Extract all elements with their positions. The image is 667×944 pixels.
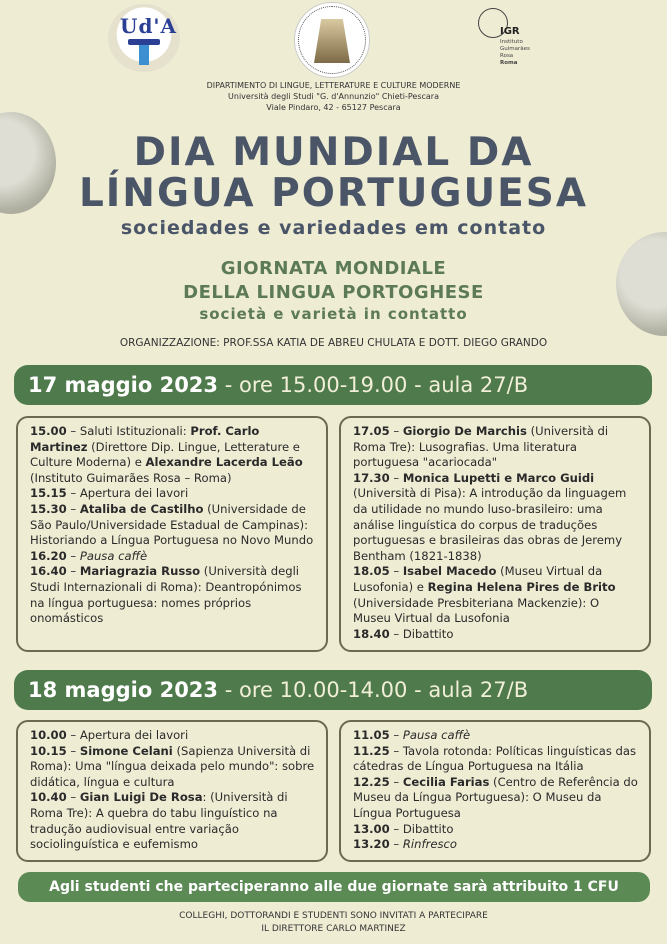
footer-invite: COLLEGHI, DOTTORANDI E STUDENTI SONO INVITATI A PARTECIPARE	[179, 911, 488, 921]
day1-banner: 17 maggio 2023 - ore 15.00-19.00 - aula 27/B	[14, 365, 652, 405]
footer-director: IL DIRETTORE CARLO MARTINEZ	[261, 924, 406, 934]
department-seal-logo	[294, 2, 370, 78]
igr-logo: IGR Instituto Guimarães Rosa Roma	[478, 8, 538, 68]
main-subtitle: sociedades e variedades em contato	[120, 217, 547, 239]
cfu-notice: Agli studenti che parteciperanno alle due giornate sarà attribuito 1 CFU	[18, 872, 650, 902]
uda-logo: Ud'A	[108, 4, 180, 72]
organizers: ORGANIZZAZIONE: PROF.SSA KATIA DE ABREU CHULATA E DOTT. DIEGO GRANDO	[119, 337, 548, 349]
italian-title-line2: DELLA LINGUA PORTOGHESE	[183, 282, 484, 303]
day2-banner: 18 maggio 2023 - ore 10.00-14.00 - aula 27/B	[14, 670, 652, 710]
italian-subtitle: società e varietà in contatto	[199, 305, 468, 323]
day2-program-left: 10.00 – Apertura dei lavori 10.15 – Simone Celani (Sapienza Università di Roma): Uma "língua deixada pelo mundo": sobre didática, língua e cultura 10.40 – Gian Luigi De Rosa: (Università di Roma Tre): A quebra do tabu linguístico na tradução audiovisual entre variação sociolinguística e eufemismo	[16, 720, 328, 862]
day2-program-right: 11.05 – Pausa caffè 11.25 – Tavola rotonda: Políticas linguísticas das cátedras de Língua Portuguesa na Itália 12.25 – Cecilia Farias (Centro de Referência do Museu da Língua Portuguesa): O Museu da Língua Portuguesa 13.00 – Dibattito 13.20 – Rinfresco	[339, 720, 651, 862]
day1-program-left: 15.00 – Saluti Istituzionali: Prof. Carlo Martinez (Direttore Dip. Lingue, Letterature e Culture Moderna) e Alexandre Lacerda Leão (Instituto Guimarães Rosa – Roma) 15.15 – Apertura dei lavori 15.30 – Ataliba de Castilho (Universidade de São Paulo/Universidade Estadual de Campinas): Historiando a Língua Portuguesa no Novo Mundo 16.20 – Pausa caffè 16.40 – Mariagrazia Russo (Università degli Studi Internazionali di Roma): Deantropónimos na língua portuguesa: nomes próprios onomásticos	[16, 416, 328, 652]
main-title-line1: DIA MUNDIAL DA	[133, 130, 534, 175]
main-title-line2: LÍNGUA PORTUGUESA	[78, 171, 589, 216]
department-info: DIPARTIMENTO DI LINGUE, LETTERATURE E CULTURE MODERNE Università degli Studi "G. d'Annunzio" Chieti-Pescara Viale Pindaro, 42 - 65127 Pescara	[206, 81, 461, 112]
italian-title-line1: GIORNATA MONDIALE	[220, 258, 447, 279]
day1-program-right: 17.05 – Giorgio De Marchis (Università di Roma Tre): Lusografias. Uma literatura portuguesa "acariocada" 17.30 – Monica Lupetti e Marco Guidi (Università di Pisa): A introdução da linguagem da utilidade no mundo luso-brasileiro: uma análise linguística do corpus de traduções portuguesas e brasileiras das obras de Jeremy Bentham (1821-1838) 18.05 – Isabel Macedo (Museu Virtual da Lusofonia) e Regina Helena Pires de Brito (Universidade Presbiteriana Mackenzie): O Museu Virtual da Lusofonia 18.40 – Dibattito	[339, 416, 651, 652]
